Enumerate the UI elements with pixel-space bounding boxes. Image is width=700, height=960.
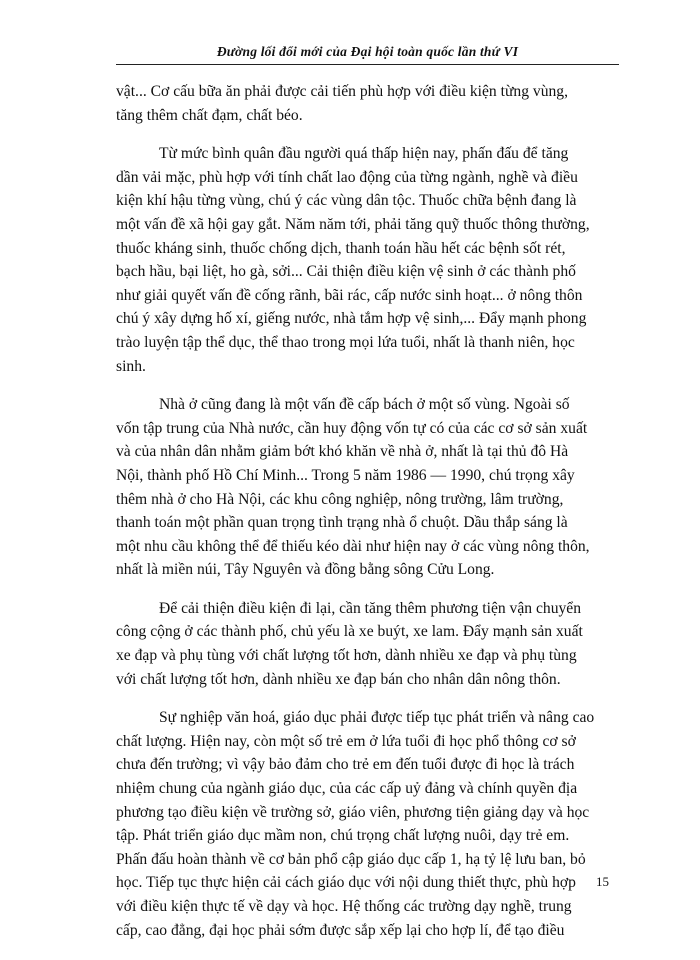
text-line: chú ý xây dựng hố xí, giếng nước, nhà tắm hợp vệ sinh,... Đẩy mạnh phong [116,310,587,328]
text-line: Sự nghiệp văn hoá, giáo dục phải được tiếp tục phát triển và nâng cao [159,709,595,727]
text-line: chưa đến trường; vì vậy bảo đảm cho trẻ em đến tuổi được đi học là trách [116,756,575,774]
text-line: và của nhân dân nhằm giảm bớt khó khăn về nhà ở, nhất là tại thủ đô Hà [116,443,569,461]
text-line: với điều kiện thực tế về dạy và học. Hệ thống các trường dạy nghề, trung [116,898,572,915]
text-line: học. Tiếp tục thực hiện cải cách giáo dục với nội dung thiết thực, phù hợp [116,874,576,892]
text-line: vật... Cơ cấu bữa ăn phải được cải tiến phù hợp với điều kiện từng vùng, [116,83,568,100]
header-rule [116,64,619,65]
paragraph [116,80,619,127]
text-line: Nội, thành phố Hồ Chí Minh... Trong 5 năm 1986 — 1990, chú trọng xây [116,466,575,484]
running-header: Đường lối đổi mới của Đại hội toàn quốc lần thứ VI [216,44,519,59]
text-line: nhiệm chung của ngành giáo dục, của các cấp uỷ đảng và chính quyền địa [116,780,578,798]
text-line: Nhà ở cũng đang là một vấn đề cấp bách ở một số vùng. Ngoài số [159,396,570,414]
text-line: một nhu cầu không thể để thiếu kéo dài như hiện nay ở các vùng nông thôn, [116,537,590,555]
text-line: Phấn đấu hoàn thành về cơ bản phổ cập giáo dục cấp 1, hạ tỷ lệ lưu ban, bỏ [116,850,586,868]
paragraph [116,597,619,691]
text-line: kiện khí hậu từng vùng, chú ý các vùng dân tộc. Thuốc chữa bệnh đang là [116,192,577,210]
page-number: 15 [596,874,609,889]
text-line: phương tạo điều kiện về trường sở, giáo viên, phương tiện giảng dạy và học [116,803,590,821]
text-line: tăng thêm chất đạm, chất béo. [116,106,303,124]
text-line: cấp, cao đẳng, đại học phải sớm được sắp xếp lại cho hợp lí, để tạo điều [116,921,565,939]
text-line: công cộng ở các thành phố, chủ yếu là xe buýt, xe lam. Đẩy mạnh sản xuất [116,623,583,641]
text-line: xe đạp và phụ tùng với chất lượng tốt hơn, dành nhiều xe đạp và phụ tùng [116,647,577,665]
body-text [116,80,619,957]
text-line: Để cải thiện điều kiện đi lại, cần tăng thêm phương tiện vận chuyển [159,599,582,617]
text-line: vốn tập trung của Nhà nước, cần huy động vốn tự có của các cơ sở sản xuất [116,419,588,437]
text-line: thanh toán một phần quan trọng tình trạng nhà ổ chuột. Dầu thắp sáng là [116,514,568,532]
text-line: Từ mức bình quân đầu người quá thấp hiện nay, phấn đấu để tăng [159,145,569,163]
text-line: dần vải mặc, phù hợp với tính chất lao động của từng ngành, nghề và điều [116,168,578,186]
text-line: với chất lượng tốt hơn, dành nhiều xe đạp bán cho nhân dân nông thôn. [116,670,561,688]
text-line: chất lượng. Hiện nay, còn một số trẻ em ở lứa tuổi đi học phổ thông cơ sở [116,732,576,750]
text-line: tập. Phát triển giáo dục mầm non, chú trọng chất lượng nuôi, dạy trẻ em. [116,827,570,845]
text-line: thêm nhà ở cho Hà Nội, các khu công nghiệp, nông trường, lâm trường, [116,490,564,508]
text-line: như giải quyết vấn đề cống rãnh, bãi rác, cấp nước sinh hoạt... ở nông thôn [116,286,583,304]
text-line: bạch hầu, bại liệt, ho gà, sởi... Cải thiện điều kiện vệ sinh ở các thành phố [116,263,576,281]
paragraph [116,706,619,942]
text-line: nhất là miền núi, Tây Nguyên và đồng bằng sông Cửu Long. [116,561,495,579]
text-line: sinh. [116,357,146,375]
text-line: một vấn đề xã hội gay gắt. Năm năm tới, phải tăng quỹ thuốc thông thường, [116,215,590,233]
text-line: trào luyện tập thể dục, thể thao trong mọi lứa tuổi, nhất là thanh niên, học [116,333,575,351]
text-line: thuốc kháng sinh, thuốc chống dịch, thanh toán hầu hết các bệnh sốt rét, [116,239,566,257]
paragraph [116,142,619,378]
paragraph [116,393,619,582]
